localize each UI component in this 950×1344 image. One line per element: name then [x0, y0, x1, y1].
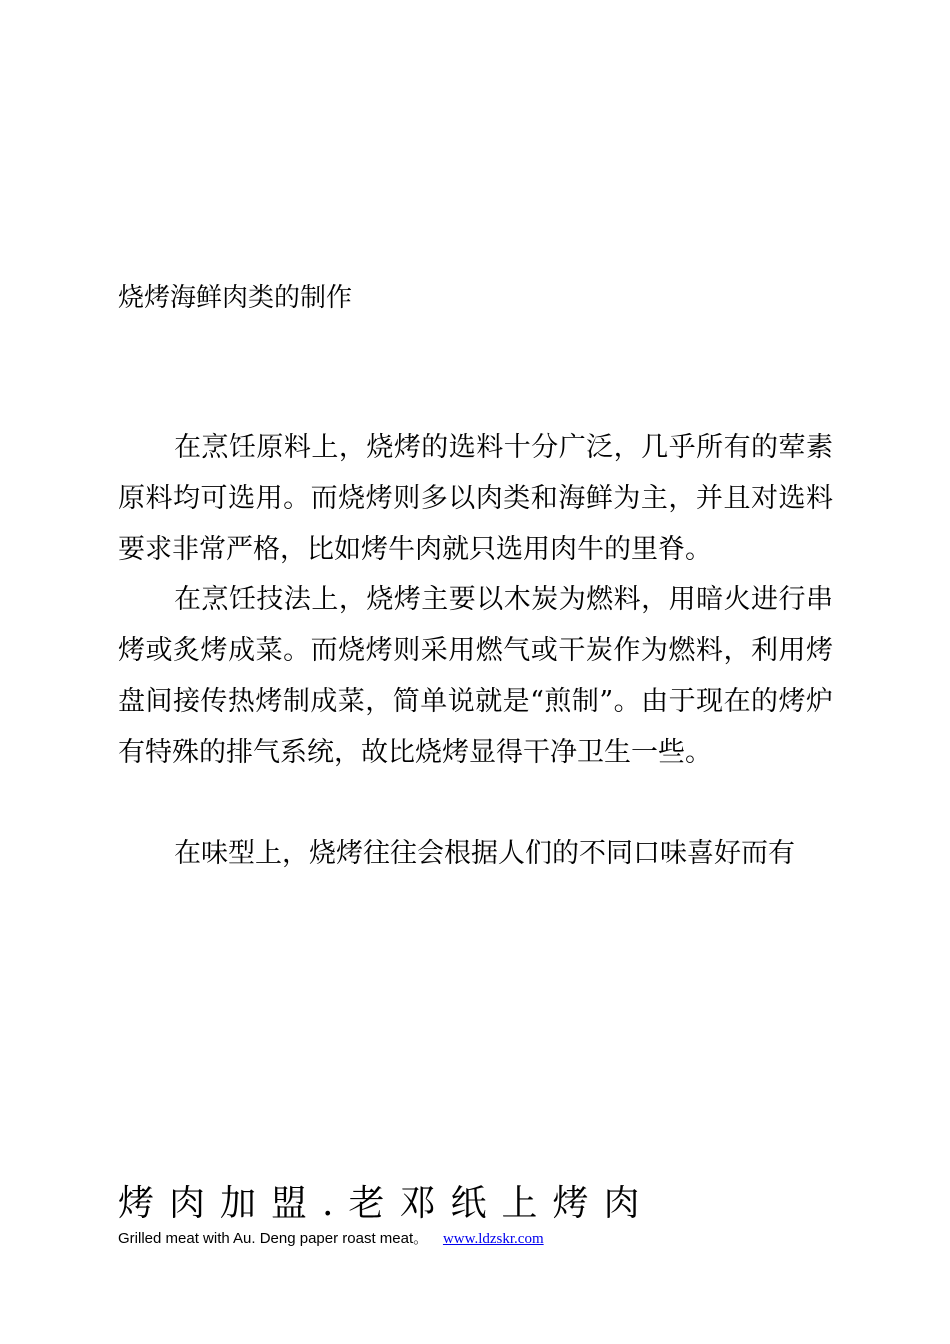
footer-separator: 。	[413, 1230, 429, 1247]
footer-tagline	[118, 1228, 544, 1249]
body-paragraph: 在烹饪原料上，烧烤的选料十分广泛，几乎所有的荤素原料均可选用。而烧烤则多以肉类和海鲜为主，并且对选料要求非常严格，比如烤牛肉就只选用肉牛的里脊。	[118, 432, 833, 565]
page-title: 烧烤海鲜肉类的制作	[118, 283, 353, 313]
footer-website-link[interactable]: www.ldzskr.com	[442, 1231, 544, 1247]
footer-brand: 烤肉加盟.老邓纸上烤肉	[118, 1183, 655, 1224]
footer-tagline-text: Grilled meat with Au. Deng paper roast meat	[118, 1230, 414, 1247]
body-paragraph: 在烹饪技法上，烧烤主要以木炭为燃料，用暗火进行串烤或炙烤成菜。而烧烤则采用燃气或干炭作为燃料，利用烤盘间接传热烤制成菜，简单说就是“煎制”。由于现在的烤炉有特殊的排气系统，故比烧烤显得干净卫生一些。	[118, 584, 833, 768]
body-paragraph: 在味型上，烧烤往往会根据人们的不同口味喜好而有	[174, 838, 795, 869]
